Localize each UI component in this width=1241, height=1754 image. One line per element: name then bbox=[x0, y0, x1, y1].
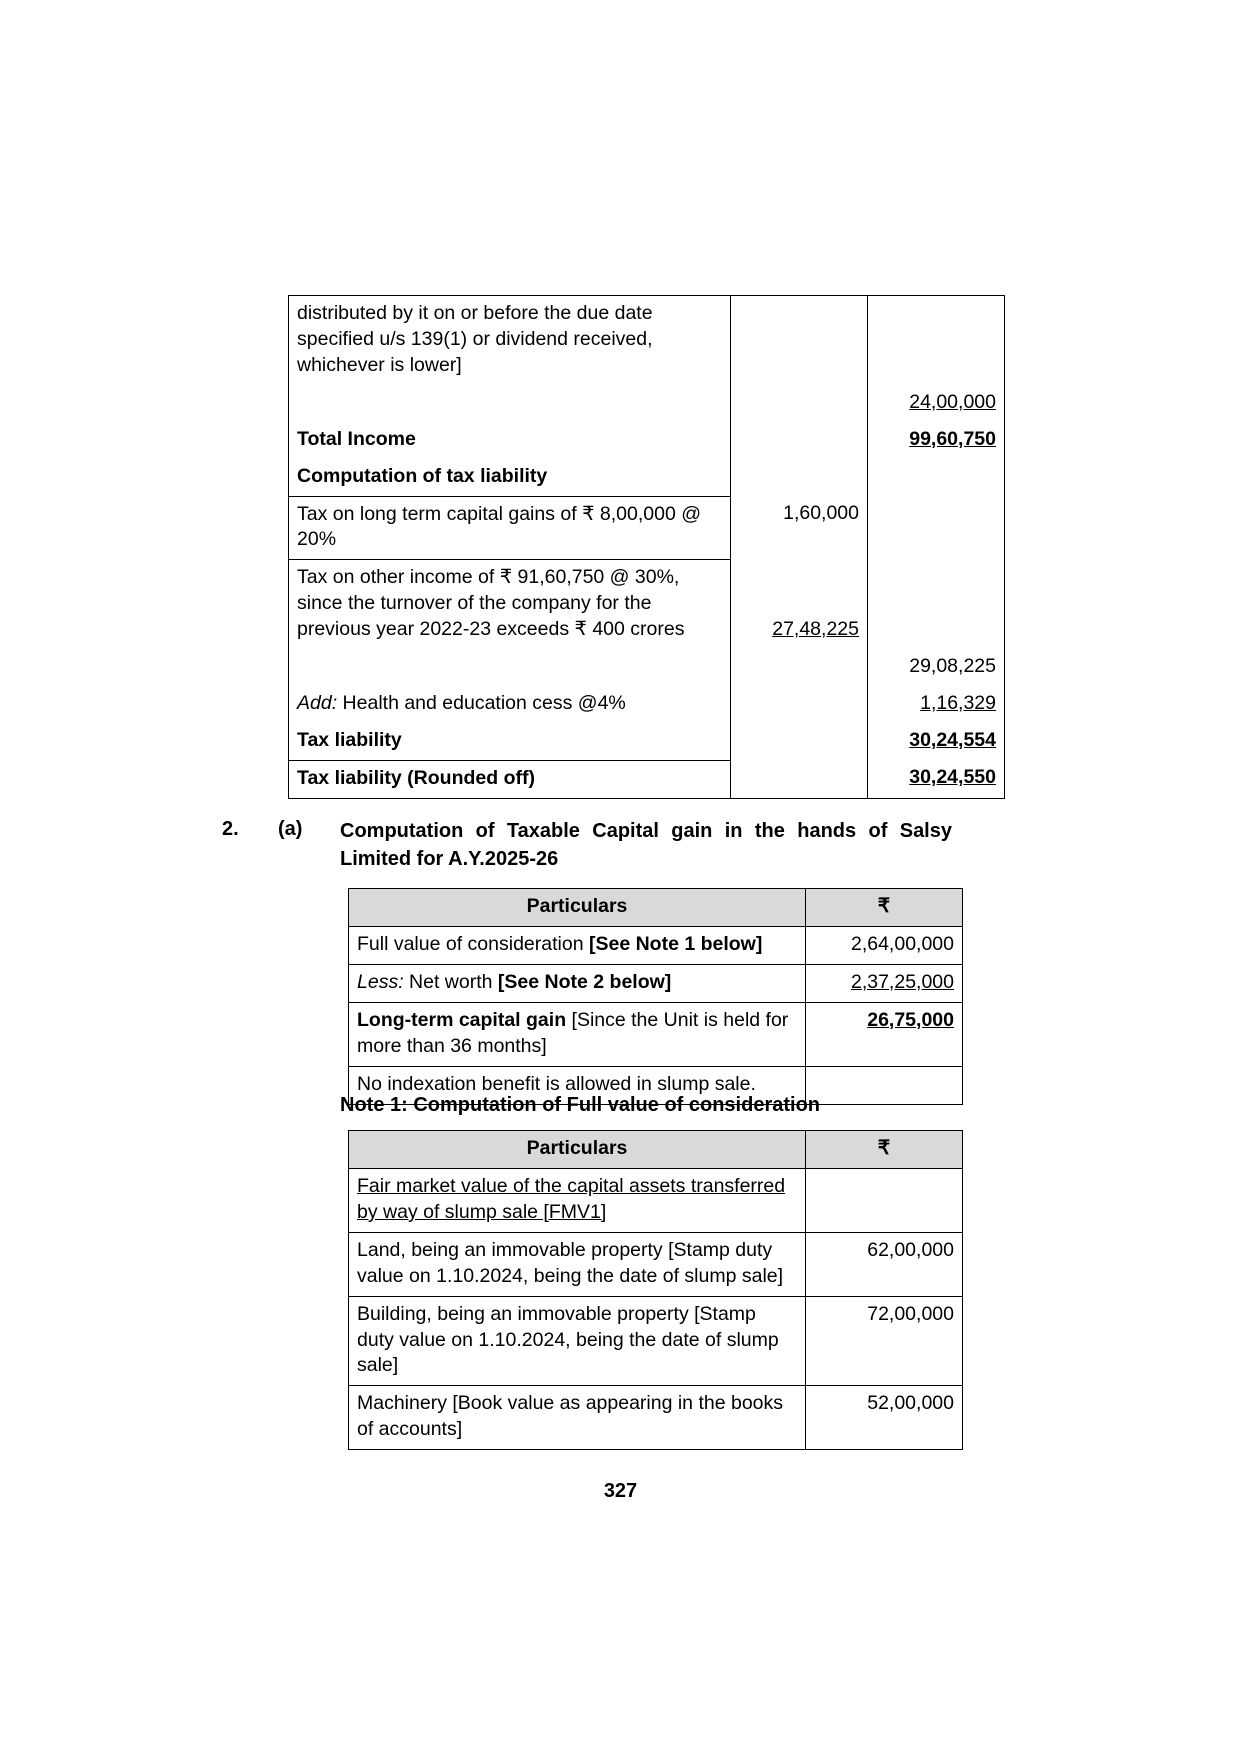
cell-text: [Since the Unit is held for more than 36 months] bbox=[357, 1008, 789, 1057]
cell-text: No indexation benefit is allowed in slump sale. bbox=[349, 1066, 806, 1104]
cell-amount-2: 29,08,225 bbox=[868, 649, 1005, 686]
cell-amount-2: 1,16,329 bbox=[920, 692, 996, 715]
cell-amount-1: 27,48,225 bbox=[772, 618, 859, 641]
question-sub-label: (a) bbox=[278, 818, 303, 840]
cell-text: Fair market value of the capital assets transferred by way of slump sale [FMV1] bbox=[357, 1174, 786, 1223]
cell-amount-1 bbox=[731, 686, 868, 723]
cell-amount: 2,64,00,000 bbox=[806, 926, 963, 964]
table-row-cess bbox=[289, 686, 1005, 723]
cell-text: Health and education cess @4% bbox=[337, 692, 626, 715]
cell-amount-1 bbox=[731, 385, 868, 422]
cell-amount-1 bbox=[731, 723, 868, 760]
note-1-heading: Note 1: Computation of Full value of consideration bbox=[340, 1094, 821, 1116]
cell-text-lead: Long-term capital gain bbox=[357, 1008, 567, 1031]
cell-amount-2 bbox=[868, 459, 1005, 496]
cell-amount-1 bbox=[731, 422, 868, 459]
cell-amount-2: 99,60,750 bbox=[909, 427, 996, 450]
cell-amount: 62,00,000 bbox=[806, 1232, 963, 1296]
taxable-capital-gain-table bbox=[348, 888, 963, 1105]
header-amount: ₹ bbox=[806, 889, 963, 927]
cell-text: Machinery [Book value as appearing in the books of accounts] bbox=[349, 1386, 806, 1450]
table-row-land bbox=[349, 1232, 963, 1296]
table-row-machinery bbox=[349, 1386, 963, 1450]
table-row bbox=[289, 649, 1005, 686]
question-title-line1: Computation of Taxable Capital gain in the hands of Salsy bbox=[340, 820, 952, 842]
cell-amount: 72,00,000 bbox=[806, 1296, 963, 1386]
cell-text: Total Income bbox=[289, 422, 731, 459]
header-particulars: Particulars bbox=[349, 1131, 806, 1169]
table-row-other-income-tax bbox=[289, 560, 1005, 649]
cell-text: Tax liability (Rounded off) bbox=[289, 760, 731, 798]
table-row bbox=[289, 296, 1005, 385]
cell-amount-1 bbox=[731, 760, 868, 798]
table-row-tax-liability bbox=[289, 723, 1005, 760]
cell-amount: 52,00,000 bbox=[806, 1386, 963, 1450]
table-row-total-income bbox=[289, 422, 1005, 459]
table-row-heading bbox=[289, 459, 1005, 496]
cell-text-note: [See Note 1 below] bbox=[588, 932, 763, 955]
table-row-ltcg bbox=[349, 1002, 963, 1066]
cell-text: Land, being an immovable property [Stamp duty value on 1.10.2024, being the date of slump sale] bbox=[349, 1232, 806, 1296]
table-row-ltcg-tax bbox=[289, 496, 1005, 560]
cell-amount bbox=[806, 1066, 963, 1104]
cell-text: Building, being an immovable property [Stamp duty value on 1.10.2024, being the date of slump sale] bbox=[357, 1302, 779, 1377]
cell-amount-2: 30,24,550 bbox=[909, 766, 996, 789]
cell-text: Tax on other income of ₹ 91,60,750 @ 30%, since the turnover of the company for the previous year 2022-23 exceeds ₹ 400 crores bbox=[297, 566, 685, 641]
cell-amount-1: 1,60,000 bbox=[731, 496, 868, 560]
cell-amount-2 bbox=[868, 496, 1005, 560]
cell-text: Net worth bbox=[403, 970, 498, 993]
cell-text-prefix: Less: bbox=[357, 970, 404, 993]
question-title-line2: Limited for A.Y.2025-26 bbox=[340, 847, 559, 870]
cell-text: Full value of consideration bbox=[357, 932, 589, 955]
table-row-net-worth bbox=[349, 964, 963, 1002]
cell-amount: 2,37,25,000 bbox=[850, 970, 954, 993]
page-number: 327 bbox=[603, 1480, 638, 1502]
table-row-tax-liability-rounded bbox=[289, 760, 1005, 798]
cell-amount-1 bbox=[731, 459, 868, 496]
cell-amount-2: 24,00,000 bbox=[909, 390, 996, 413]
cell-amount-1 bbox=[731, 649, 868, 686]
note-1-fvc-table bbox=[348, 1130, 963, 1450]
question-number: 2. bbox=[222, 818, 239, 840]
cell-text: distributed by it on or before the due date specified u/s 139(1) or dividend received, whichever is lower] bbox=[297, 302, 653, 376]
cell-text: Tax on long term capital gains of ₹ 8,00,000 @ 20% bbox=[297, 502, 702, 551]
header-amount: ₹ bbox=[806, 1131, 963, 1169]
table-header-row bbox=[349, 1131, 963, 1169]
cell-amount bbox=[806, 1168, 963, 1232]
table-header-row bbox=[349, 889, 963, 927]
cell-amount-2 bbox=[868, 560, 1005, 649]
cell-text-prefix: Add: bbox=[297, 692, 338, 715]
question-title bbox=[340, 818, 952, 873]
cell-text: Tax liability bbox=[289, 723, 731, 760]
cell-amount-2: 30,24,554 bbox=[909, 728, 996, 751]
header-particulars: Particulars bbox=[349, 889, 806, 927]
cell-amount-1 bbox=[731, 296, 868, 385]
cell-text: Computation of tax liability bbox=[289, 459, 731, 496]
cell-text bbox=[289, 649, 731, 686]
cell-amount: 26,75,000 bbox=[867, 1008, 954, 1031]
tax-computation-table bbox=[288, 295, 1005, 799]
table-row-building bbox=[349, 1296, 963, 1386]
cell-text-note: [See Note 2 below] bbox=[497, 970, 672, 993]
cell-text bbox=[289, 385, 731, 422]
table-row-full-value bbox=[349, 926, 963, 964]
cell-amount-2 bbox=[868, 296, 1005, 385]
table-row bbox=[289, 385, 1005, 422]
table-row-fmv-heading bbox=[349, 1168, 963, 1232]
